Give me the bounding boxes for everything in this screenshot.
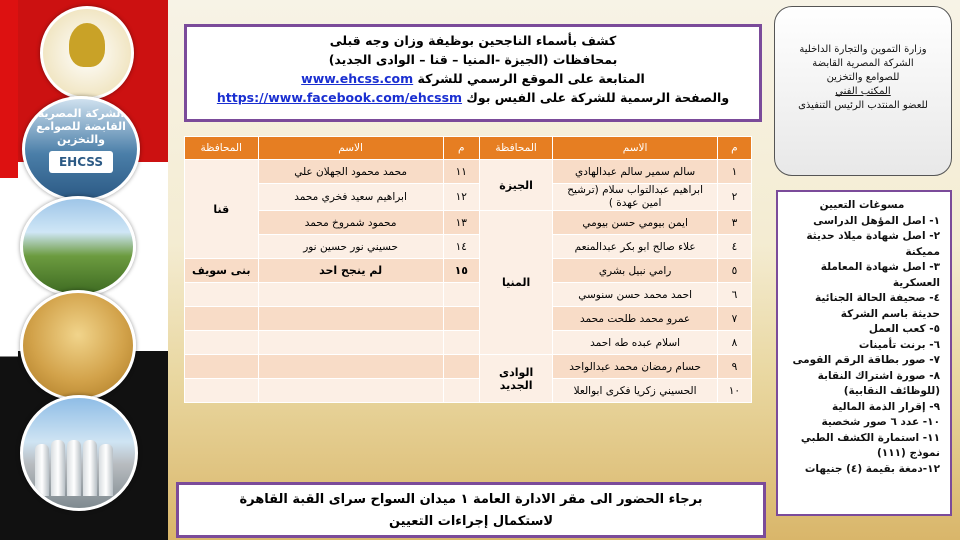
requirement-item: ٨- صورة اشتراك النقابة (للوظائف النقابية) xyxy=(817,369,940,397)
cell-name: الحسيني زكريا فكرى ابوالعلا xyxy=(553,379,718,403)
cell-empty xyxy=(258,283,443,307)
ministry-line: الشركة المصرية القابضة xyxy=(812,58,914,69)
irrigation-image xyxy=(20,196,136,297)
cell-name: محمود شمروخ محمد xyxy=(258,211,443,235)
cell-gov: بنى سويف xyxy=(185,259,259,283)
cell-name: حسيني نور حسين نور xyxy=(258,235,443,259)
silo-icon xyxy=(67,440,81,496)
col-gov: المحافظة xyxy=(185,137,259,160)
cell-empty xyxy=(258,355,443,379)
header-website-line xyxy=(187,69,759,88)
cell-num: ١٥ xyxy=(443,259,479,283)
cell-name: اسلام عبده طه احمد xyxy=(553,331,718,355)
cell-num: ٥ xyxy=(717,259,751,283)
header-subtitle: بمحافظات (الجيزة -المنيا – قنا – الوادى الجديد) xyxy=(328,52,618,67)
company-name: الشركة المصرية القابضة للصوامع والتخزين xyxy=(36,107,126,146)
col-name: الاسم xyxy=(553,137,718,160)
table-row xyxy=(185,160,752,184)
header-title: كشف بأسماء الناجحين بوظيفة وزان وجه قبلى xyxy=(329,33,617,48)
cell-empty xyxy=(443,307,479,331)
cell-num: ١٠ xyxy=(717,379,751,403)
requirement-item: ٥- كعب العمل xyxy=(868,323,940,335)
cell-empty xyxy=(185,355,259,379)
cell-name: سالم سمير سالم عبدالهادي xyxy=(553,160,718,184)
cell-empty xyxy=(185,283,259,307)
requirement-item: ٦- برنت تأمينات xyxy=(858,338,940,351)
requirement-item: ١٠- عدد ٦ صور شخصية xyxy=(821,416,940,428)
cell-num: ٧ xyxy=(717,307,751,331)
requirement-item: ١١- استمارة الكشف الطبي نموذج (١١١) xyxy=(800,431,940,459)
silo-icon xyxy=(99,444,113,496)
cell-empty xyxy=(443,355,479,379)
cell-name: حسام رمضان محمد عبدالواحد xyxy=(553,355,718,379)
header-facebook-label: والصفحة الرسمية للشركة على الفيس بوك xyxy=(466,90,730,105)
col-num: م xyxy=(443,137,479,160)
table-row xyxy=(185,259,752,283)
cell-name: علاء صالح ابو بكر عبدالمنعم xyxy=(553,235,718,259)
cell-num: ٨ xyxy=(717,331,751,355)
col-name: الاسم xyxy=(258,137,443,160)
header-facebook-line xyxy=(187,88,759,107)
cell-name: احمد محمد حسن سنوسي xyxy=(553,283,718,307)
cell-num: ٩ xyxy=(717,355,751,379)
cell-empty xyxy=(443,331,479,355)
cell-gov: الجيزة xyxy=(479,160,552,211)
cell-num: ٣ xyxy=(717,211,751,235)
ministry-line: للعضو المنتدب الرئيس التنفيذى xyxy=(798,100,928,111)
requirements-title: مسوغات التعيين xyxy=(819,199,905,211)
requirement-item: ١- اصل المؤهل الدراسى xyxy=(813,214,940,227)
table-row xyxy=(185,235,752,259)
cell-gov: قنا xyxy=(185,160,259,259)
website-link[interactable]: www.ehcss.com xyxy=(301,71,414,86)
table-header-row xyxy=(185,137,752,160)
table-row xyxy=(185,211,752,235)
col-num: م xyxy=(717,137,751,160)
ministry-line: وزارة التموين والتجارة الداخلية xyxy=(799,44,927,55)
cell-empty xyxy=(185,307,259,331)
cell-num: ٤ xyxy=(717,235,751,259)
ministry-box xyxy=(774,6,952,176)
table-row xyxy=(185,355,752,379)
eagle-icon xyxy=(69,23,105,67)
ministry-line: للصوامع والتخزين xyxy=(826,72,900,83)
cell-num: ٦ xyxy=(717,283,751,307)
requirements-box xyxy=(776,190,952,516)
table-row xyxy=(185,331,752,355)
wheat-image xyxy=(20,290,136,401)
cell-num: ٢ xyxy=(717,184,751,211)
cell-name: عمرو محمد طلحت محمد xyxy=(553,307,718,331)
cell-name: ابراهيم عبدالتواب سلام (ترشيح امين عهدة ) xyxy=(553,184,718,211)
cell-name: ايمن بيومي حسن بيومي xyxy=(553,211,718,235)
facebook-link[interactable]: https://www.facebook.com/ehcssm xyxy=(216,90,463,105)
cell-gov: المنيا xyxy=(479,211,552,355)
footer-line: لاستكمال إجراءات التعيين xyxy=(388,514,554,529)
cell-empty xyxy=(258,379,443,403)
announcement-header xyxy=(184,24,762,122)
footer-notice xyxy=(176,482,766,538)
requirement-item: ٣- اصل شهادة المعاملة العسكرية xyxy=(820,261,940,289)
cell-empty xyxy=(258,331,443,355)
cell-name: رامي نبيل بشري xyxy=(553,259,718,283)
cell-name: ابراهيم سعيد فخري محمد xyxy=(258,184,443,211)
requirement-item: ٢- اصل شهادة ميلاد حديثة مميكنة xyxy=(806,230,940,258)
requirement-item: ١٢-دمغة بقيمة (٤) جنيهات xyxy=(804,462,940,475)
cell-empty xyxy=(185,331,259,355)
cell-gov: الوادى الجديد xyxy=(479,355,552,403)
company-abbrev: EHCSS xyxy=(49,151,113,173)
cell-num: ١٣ xyxy=(443,211,479,235)
company-logo xyxy=(22,96,140,202)
cell-num: ١ xyxy=(717,160,751,184)
table-row xyxy=(185,184,752,211)
silos-image xyxy=(20,395,138,511)
col-gov: المحافظة xyxy=(479,137,552,160)
cell-empty xyxy=(443,379,479,403)
cell-num: ١٤ xyxy=(443,235,479,259)
cell-num: ١٢ xyxy=(443,184,479,211)
silo-icon xyxy=(51,440,65,496)
table-row xyxy=(185,379,752,403)
cell-num: ١١ xyxy=(443,160,479,184)
silo-icon xyxy=(35,444,49,496)
footer-line: برجاء الحضور الى مقر الادارة العامة ١ ميدان السواح سراى القبة القاهرة xyxy=(239,492,703,507)
silo-icon xyxy=(83,440,97,496)
requirement-item: ٧- صور بطاقة الرقم القومى xyxy=(792,354,940,366)
cell-empty xyxy=(185,379,259,403)
requirement-item: ٩- إقرار الذمة المالية xyxy=(832,400,940,413)
ministry-line: المكتب الفني xyxy=(835,86,891,97)
cell-empty xyxy=(443,283,479,307)
results-table xyxy=(184,136,752,403)
table-row xyxy=(185,283,752,307)
requirement-item: ٤- صحيفة الحالة الجنائية حديثة باسم الشركة xyxy=(815,292,940,320)
flag-stripe xyxy=(0,0,18,540)
cell-name: محمد محمود الجهلان علي xyxy=(258,160,443,184)
table-row xyxy=(185,307,752,331)
header-website-label: المتابعة على الموقع الرسمي للشركة xyxy=(417,71,645,86)
cell-empty xyxy=(258,307,443,331)
ministry-emblem xyxy=(40,6,134,100)
cell-name: لم ينجح احد xyxy=(258,259,443,283)
